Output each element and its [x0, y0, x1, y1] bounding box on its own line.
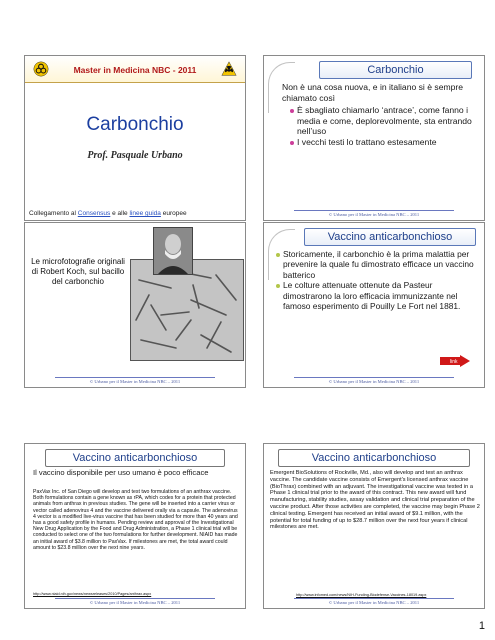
footer: © Urbano per il Master in Medicina NBC – 2011 [264, 600, 484, 605]
footer: © Urbano per il Master in Medicina NBC – 2011 [25, 600, 245, 605]
footer: © Urbano per il Master in Medicina NBC – 2011 [264, 379, 484, 384]
bullet-item: Storicamente, il carbonchio è la prima malattia per prevenire la quale fu dimostrato efficace un vaccino batterico [276, 249, 476, 280]
slide-4-vaccine-history [263, 222, 485, 388]
source-link[interactable]: http://www.niaid.nih.gov/news/newsreleases/2010/Pages/anthrax.aspx [33, 592, 152, 596]
footer: © Urbano per il Master in Medicina NBC – 2011 [264, 212, 484, 217]
radiation-icon [221, 61, 237, 77]
page-number: 1 [478, 620, 485, 632]
slide-title: Vaccino anticarbonchioso [278, 449, 470, 467]
bullet-item: I vecchi testi lo trattano estesamente [290, 137, 478, 148]
robert-koch-portrait [153, 227, 193, 275]
paxvax-paragraph: PaxVax Inc. of San Diego will develop and test two formulations of an anthrax vaccine. Both formulations contain a gene known as rPA, which codes for a protein that protected animals from anthrax in previous studies. The gene will be inserted into a carrier virus or vector called adenovirus 4 and the vaccine delivered orally via a capsule. The adenovirus 4 vector is a modified live-virus vaccine that has been studied for more than 40 years and has a good safety profile in humans. Pending review and approval of the Investigational New Drug Application by the Food and Drug Administration, a Phase 1 clinical trial will be conducted to select one of the two formulations for further development. NIAID has made an initial award of $3.8 million to PaxVax. If milestones are met, the total award could amount to $23.8 million over the next nine years. [33, 489, 238, 551]
links-line: Collegamento al Consensus e alle linee guida europee [29, 210, 187, 217]
slide-title: Vaccino anticarbonchioso [304, 228, 476, 246]
intro-text: Non è una cosa nuova, e in italiano si è sempre chiamato così [282, 82, 464, 103]
course-header: Master in Medicina NBC - 2011 [73, 65, 197, 75]
link-arrow-icon[interactable] [440, 355, 470, 367]
slide-1-title [24, 55, 246, 221]
bullet-item: Le colture attenuate ottenute da Pasteur dimostrarono la loro efficacia immunizzante nel famoso esperimento di Pouilly Le Fort nel 1881. [276, 280, 476, 311]
consensus-link[interactable]: Consensus [77, 210, 111, 217]
slide-body [282, 82, 478, 147]
author: Prof. Pasquale Urbano [87, 150, 183, 161]
caption: Le microfotografie originali di Robert Koch, sul bacillo del carbonchio [31, 257, 125, 286]
footer: © Urbano per il Master in Medicina NBC – 2011 [25, 379, 245, 384]
source-link[interactable]: http://www.infomed.com/news/NIH-Funding-Biodefense-Vaccines-18019.aspx [296, 593, 427, 597]
emergent-paragraph: Emergent BioSolutions of Rockville, Md., also will develop and test an anthrax vaccine. The candidate vaccine consists of Emergent's licensed anthrax vaccine (BioThrax) combined with an adjuvant. The investigational vaccine was tested in a Phase 1 clinical trial prior to the award of this contract. This new award will fund manufacturing, stability studies, assay validation and clinical trial preparation of the vaccine product. After those activities are completed, the vaccine may begin Phase 2 clinical testing. Emergent has received an initial award of $9.1 million, with the potential for total funding of up to $28.7 million over the next four years if clinical milestones are met. [270, 470, 480, 531]
lead-text: Il vaccino disponibile per uso umano è poco efficace [33, 468, 209, 477]
slide-title: Carbonchio [319, 61, 472, 79]
arrow-label: link [450, 359, 458, 365]
slide-title: Vaccino anticarbonchioso [45, 449, 225, 467]
slide-6-vaccine-emergent [263, 443, 485, 609]
slide-5-vaccine-paxvax [24, 443, 246, 609]
slide-2-carbonchio [263, 55, 485, 221]
bullet-item: È sbagliato chiamarlo ‘antrace’, come fanno i media e come, deplorevolmente, sta entrando nell’uso [290, 105, 478, 137]
slide-body [276, 249, 476, 311]
slide-3-koch [24, 222, 246, 388]
guidelines-link[interactable]: linee guida [129, 210, 161, 217]
slide-title: Carbonchio [86, 114, 184, 135]
